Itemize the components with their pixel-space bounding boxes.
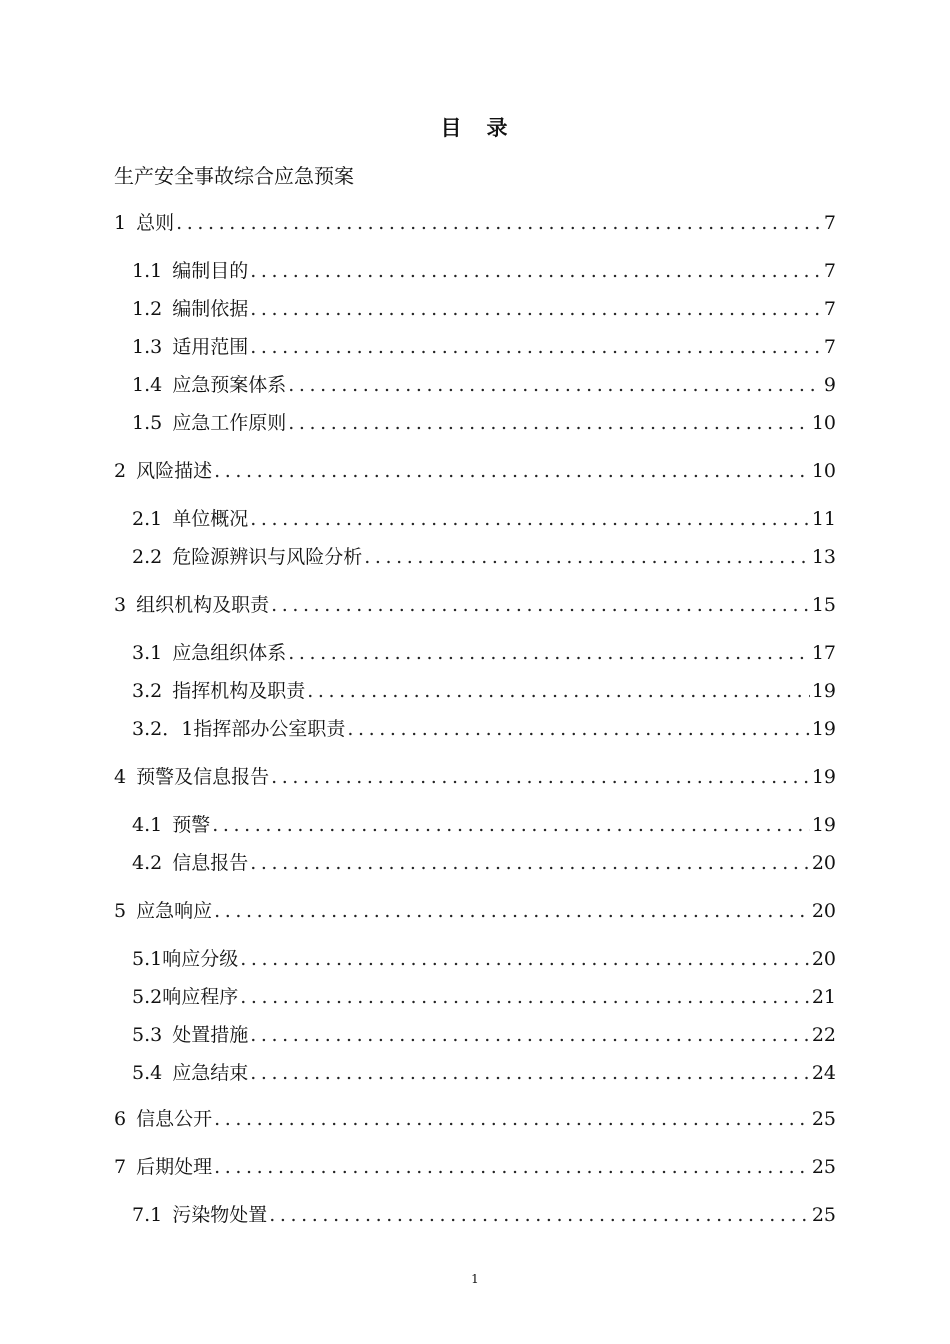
toc-entry-label: 污染物处置 <box>172 1204 268 1226</box>
toc-entry-label: 指挥部办公室职责 <box>193 718 346 740</box>
dot-leader <box>271 592 810 618</box>
toc-entry-page: 19 <box>811 718 836 740</box>
dot-leader <box>214 1154 810 1180</box>
toc-entry-page: 20 <box>811 948 836 970</box>
toc-entry-number: 1 <box>114 212 127 234</box>
toc-entry-number: 3.2．1 <box>132 718 194 740</box>
dot-leader <box>214 898 810 924</box>
toc-entry-page: 24 <box>811 1062 836 1084</box>
toc-entry[interactable] <box>132 640 836 666</box>
toc-entry-page: 13 <box>811 546 836 568</box>
dot-leader <box>250 850 810 876</box>
dot-leader <box>288 372 822 398</box>
toc-entry-page: 19 <box>811 680 836 702</box>
dot-leader <box>176 210 822 236</box>
dot-leader <box>347 716 809 742</box>
toc-entry-number: 4 <box>114 766 127 788</box>
toc-entry-label: 编制依据 <box>172 298 249 320</box>
toc-entry-label: 预警 <box>172 814 211 836</box>
dot-leader <box>250 334 822 360</box>
toc-entry-number: 1.3 <box>132 336 163 358</box>
toc-entry[interactable] <box>132 410 836 436</box>
toc-entry-page: 7 <box>823 298 836 320</box>
toc-entry-page: 21 <box>811 986 836 1008</box>
toc-entry-page: 19 <box>811 766 836 788</box>
toc-entry[interactable] <box>132 1202 836 1228</box>
toc-entry-number: 1.5 <box>132 412 163 434</box>
toc-entry[interactable] <box>132 296 836 322</box>
dot-leader <box>250 506 810 532</box>
dot-leader <box>288 410 810 436</box>
toc-entry-page: 25 <box>811 1156 836 1178</box>
toc-entry-label: 风险描述 <box>136 460 213 482</box>
toc-entry-number: 3 <box>114 594 127 616</box>
toc-entry-label: 应急响应 <box>136 900 213 922</box>
toc-entry-page: 22 <box>811 1024 836 1046</box>
toc-entry-number: 5 <box>114 900 127 922</box>
toc-entry[interactable] <box>132 946 836 972</box>
toc-entry-label: 应急组织体系 <box>172 642 287 664</box>
dot-leader <box>240 984 810 1010</box>
toc-entry-label: 后期处理 <box>136 1156 213 1178</box>
dot-leader <box>250 258 822 284</box>
toc-entry[interactable] <box>114 210 836 236</box>
toc-entry-number: 1.2 <box>132 298 163 320</box>
toc-entry-label: 应急结束 <box>172 1062 249 1084</box>
toc-entry-page: 19 <box>811 814 836 836</box>
toc-entry-number: 5.3 <box>132 1024 163 1046</box>
toc-entry-number: 4.2 <box>132 852 163 874</box>
toc-entry-number: 1.4 <box>132 374 163 396</box>
toc-entry-page: 17 <box>811 642 836 664</box>
toc-entry-number: 7.1 <box>132 1204 163 1226</box>
toc-entry-label: 预警及信息报告 <box>136 766 270 788</box>
dot-leader <box>214 1106 810 1132</box>
toc-entry-page: 20 <box>811 900 836 922</box>
toc-entry-page: 20 <box>811 852 836 874</box>
toc-entry[interactable] <box>132 1022 836 1048</box>
page-number: 1 <box>471 1272 479 1286</box>
toc-entry-label: 信息公开 <box>136 1108 213 1130</box>
dot-leader <box>288 640 810 666</box>
toc-entry-label: 信息报告 <box>172 852 249 874</box>
dot-leader <box>250 1060 810 1086</box>
toc-entry-number: 4.1 <box>132 814 163 836</box>
toc-entry-label: 危险源辨识与风险分析 <box>172 546 363 568</box>
dot-leader <box>250 296 822 322</box>
toc-entry[interactable] <box>132 850 836 876</box>
dot-leader <box>240 946 810 972</box>
toc-title: 目 录 <box>440 115 510 140</box>
toc-entry-label: 响应程序 <box>162 986 239 1008</box>
toc-entry[interactable] <box>114 1154 836 1180</box>
toc-entry-number: 3.1 <box>132 642 163 664</box>
toc-entry-number: 2 <box>114 460 127 482</box>
toc-entry-page: 7 <box>823 212 836 234</box>
toc-entry[interactable] <box>114 458 836 484</box>
toc-entry[interactable] <box>132 372 836 398</box>
toc-entry-number: 3.2 <box>132 680 163 702</box>
toc-entry[interactable] <box>132 716 836 742</box>
toc-entry-number: 6 <box>114 1108 127 1130</box>
dot-leader <box>364 544 810 570</box>
toc-entry[interactable] <box>132 506 836 532</box>
toc-entry-page: 10 <box>811 412 836 434</box>
toc-entry-number: 5.4 <box>132 1062 163 1084</box>
document-title: 生产安全事故综合应急预案 <box>114 164 354 188</box>
toc-entry-number: 5.1 <box>132 948 163 970</box>
toc-entry-label: 总则 <box>136 212 175 234</box>
toc-entry-label: 响应分级 <box>162 948 239 970</box>
dot-leader <box>250 1022 810 1048</box>
toc-entry-number: 2.2 <box>132 546 163 568</box>
toc-entry-number: 7 <box>114 1156 127 1178</box>
toc-entry-page: 15 <box>811 594 836 616</box>
toc-entry[interactable] <box>132 812 836 838</box>
toc-entry[interactable] <box>114 764 836 790</box>
toc-entry-page: 11 <box>811 508 836 530</box>
dot-leader <box>307 678 810 704</box>
toc-entry-page: 7 <box>823 260 836 282</box>
dot-leader <box>214 458 810 484</box>
toc-entry[interactable] <box>132 258 836 284</box>
toc-entry[interactable] <box>132 678 836 704</box>
toc-entry-page: 9 <box>823 374 836 396</box>
toc-entry-number: 1.1 <box>132 260 163 282</box>
toc-entry-label: 单位概况 <box>172 508 249 530</box>
toc-entry[interactable] <box>114 1106 836 1132</box>
toc-entry-label: 应急工作原则 <box>172 412 287 434</box>
toc-entry-label: 编制目的 <box>172 260 249 282</box>
toc-entry-label: 应急预案体系 <box>172 374 287 396</box>
toc-entry-label: 指挥机构及职责 <box>172 680 306 702</box>
toc-entry[interactable] <box>114 898 836 924</box>
toc-entry[interactable] <box>132 984 836 1010</box>
toc-entry[interactable] <box>132 544 836 570</box>
dot-leader <box>271 764 810 790</box>
toc-entry[interactable] <box>132 1060 836 1086</box>
toc-entry-page: 25 <box>811 1108 836 1130</box>
dot-leader <box>269 1202 810 1228</box>
toc-entry-label: 组织机构及职责 <box>136 594 270 616</box>
toc-entry-label: 适用范围 <box>172 336 249 358</box>
toc-entry-page: 25 <box>811 1204 836 1226</box>
toc-entry[interactable] <box>132 334 836 360</box>
toc-entry-number: 5.2 <box>132 986 163 1008</box>
toc-entry-page: 7 <box>823 336 836 358</box>
toc-entry-label: 处置措施 <box>172 1024 249 1046</box>
toc-entry-page: 10 <box>811 460 836 482</box>
dot-leader <box>212 812 810 838</box>
toc-entry-number: 2.1 <box>132 508 163 530</box>
toc-entry[interactable] <box>114 592 836 618</box>
